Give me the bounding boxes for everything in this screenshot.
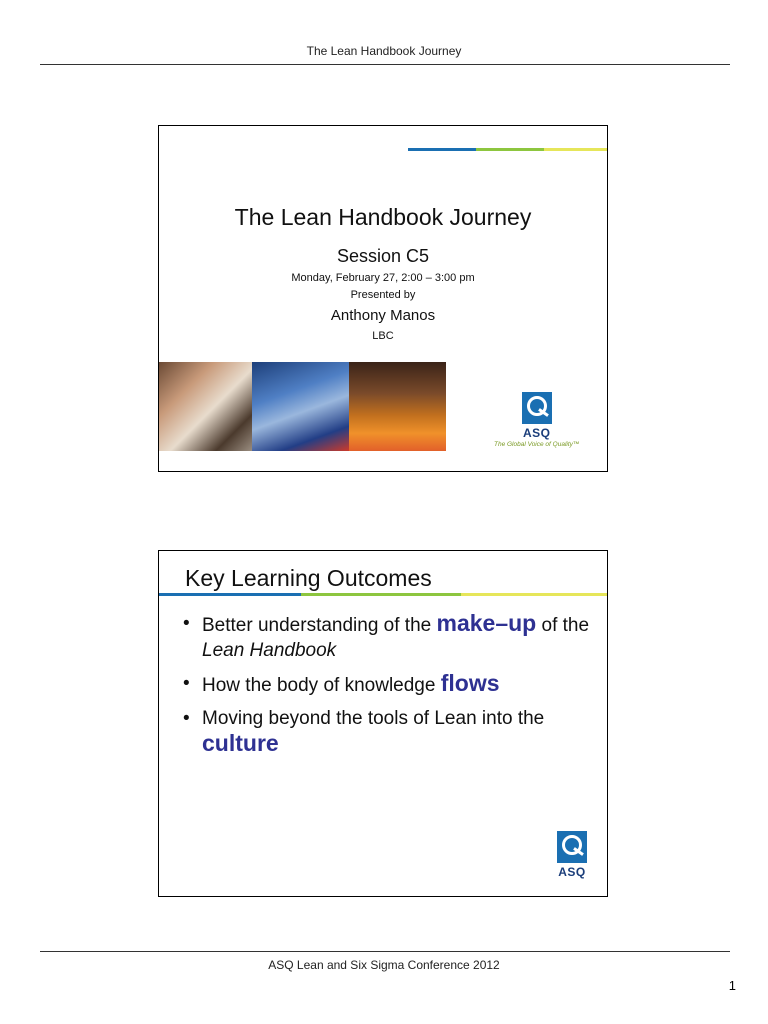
photo-produce-inspection	[349, 362, 446, 451]
footer-rule	[40, 951, 730, 952]
bullet-icon: •	[183, 613, 190, 634]
asq-logo	[494, 392, 579, 448]
slide-title	[158, 125, 608, 472]
photo-strip	[159, 362, 446, 451]
list-item	[183, 671, 593, 698]
bullet-text: How the body of knowledge	[202, 675, 441, 696]
header-rule	[40, 64, 730, 65]
stripe-green	[476, 148, 544, 151]
slide-outcomes	[158, 550, 608, 897]
outcomes-list	[183, 611, 593, 766]
stripe-green	[301, 593, 461, 596]
slide-title-heading: The Lean Handbook Journey	[234, 204, 532, 230]
asq-q-logo-icon	[522, 392, 552, 424]
stripe-yellow	[544, 148, 608, 151]
bullet-highlight: flows	[440, 670, 500, 696]
bullet-italic: Lean Handbook	[202, 640, 337, 661]
asq-logo-tagline: The Global Voice of Quality™	[494, 441, 580, 448]
list-item	[183, 706, 593, 758]
stripe-blue	[408, 148, 476, 151]
presented-by-label: Presented by	[350, 289, 416, 301]
page-footer: ASQ Lean and Six Sigma Conference 2012	[268, 958, 500, 972]
photo-factory-worker	[252, 362, 349, 451]
stripe-blue	[159, 593, 301, 596]
photo-office-workers	[159, 362, 252, 451]
bullet-highlight: make–up	[436, 610, 537, 636]
session-label: Session C5	[336, 246, 430, 266]
asq-logo-word: ASQ	[522, 426, 551, 440]
outcomes-heading: Key Learning Outcomes	[185, 565, 432, 591]
bullet-icon: •	[183, 708, 190, 729]
page-number: 1	[728, 978, 736, 993]
session-date: Monday, February 27, 2:00 – 3:00 pm	[291, 272, 475, 284]
bullet-text: Better understanding of the	[202, 615, 437, 636]
page-header: The Lean Handbook Journey	[306, 44, 462, 58]
bullet-text: Moving beyond the tools of Lean into the	[202, 708, 545, 729]
bullet-icon: •	[183, 673, 190, 694]
bullet-text-tail: of the	[536, 615, 590, 636]
stripe-yellow	[461, 593, 608, 596]
asq-q-logo-icon	[557, 831, 587, 863]
presenter-organization: LBC	[372, 330, 394, 342]
asq-logo-word: ASQ	[558, 865, 586, 879]
asq-logo	[557, 831, 587, 879]
presenter-name: Anthony Manos	[330, 307, 436, 324]
bullet-highlight: culture	[202, 730, 279, 756]
list-item	[183, 611, 593, 663]
